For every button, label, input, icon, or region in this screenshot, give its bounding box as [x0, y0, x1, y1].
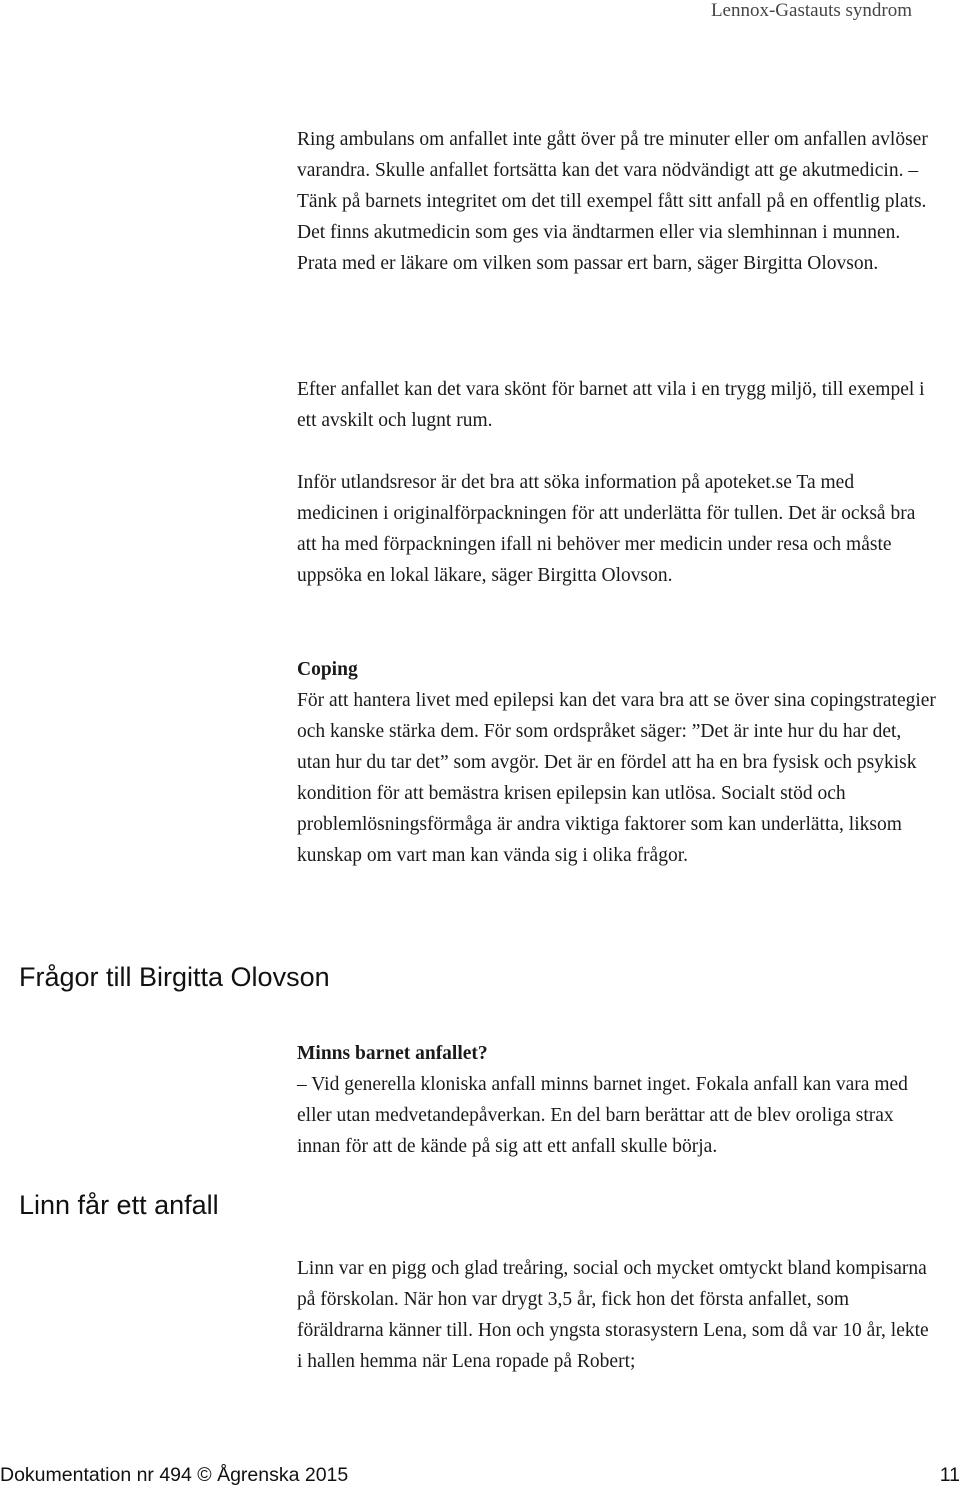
paragraph-travel — [297, 467, 937, 591]
running-head: Lennox-Gastauts syndrom — [710, 0, 912, 21]
paragraph-text: Ring ambulans om anfallet inte gått över på tre minuter eller om anfallen avlöser varandra. Skulle anfallet fortsätta kan det vara nödvändigt att ge akutmedicin. – Tänk på barnets integritet om det till exempel fått sitt anfall på en offentlig plats. Det finns akutmedicin som ges via ändtarmen eller via slemhinnan i munnen. Prata med er läkare om vilken som passar ert barn, säger Birgitta Olovson. — [297, 129, 928, 274]
question-section — [297, 1038, 937, 1162]
paragraph-linn — [297, 1253, 937, 1377]
coping-section — [297, 654, 937, 871]
paragraph-text: Efter anfallet kan det vara skönt för barnet att vila i en trygg miljö, till exempel i ett avskilt och lugnt rum. — [297, 379, 925, 431]
paragraph-text: – Vid generella kloniska anfall minns barnet inget. Fokala anfall kan vara med eller utan medvetandepåverkan. En del barn berättar att de blev oroliga strax innan för att de kände på sig att ett anfall skulle börja. — [297, 1074, 908, 1157]
paragraph-text: För att hantera livet med epilepsi kan det vara bra att se över sina copingstrategier och kanske stärka dem. För som ordspråket säger: ”Det är inte hur du har det, utan hur du tar det” som avgör. Det är en fördel att ha en bra fysisk och psykisk kondition för att bemästra krisen epilepsin kan utlösa. Socialt stöd och problemlösningsförmåga är andra viktiga faktorer som kan underlätta, liksom kunskap om vart man kan vända sig i olika frågor. — [297, 690, 936, 866]
paragraph-text: Inför utlandsresor är det bra att söka information på apoteket.se Ta med medicinen i originalförpackningen för att underlätta för tullen. Det är också bra att ha med förpackningen ifall ni behöver mer medicin under resa och måste uppsöka en lokal läkare, säger Birgitta Olovson. — [297, 472, 916, 586]
paragraph-ambulance — [297, 124, 937, 279]
footer-credit: Dokumentation nr 494 © Ågrenska 2015 — [0, 1464, 349, 1486]
side-heading-fragor: Frågor till Birgitta Olovson — [19, 962, 330, 992]
question-heading: Minns barnet anfallet? — [297, 1043, 488, 1064]
paragraph-after-seizure — [297, 374, 937, 436]
side-heading-linn: Linn får ett anfall — [19, 1190, 219, 1220]
page-number: 11 — [939, 1464, 960, 1486]
coping-heading: Coping — [297, 659, 358, 680]
paragraph-text: Linn var en pigg och glad treåring, social och mycket omtyckt bland kompisarna på förskolan. När hon var drygt 3,5 år, fick hon det första anfallet, som föräldrarna känner till. Hon och yngsta storasystern Lena, som då var 10 år, lekte i hallen hemma när Lena ropade på Robert; — [297, 1258, 929, 1372]
